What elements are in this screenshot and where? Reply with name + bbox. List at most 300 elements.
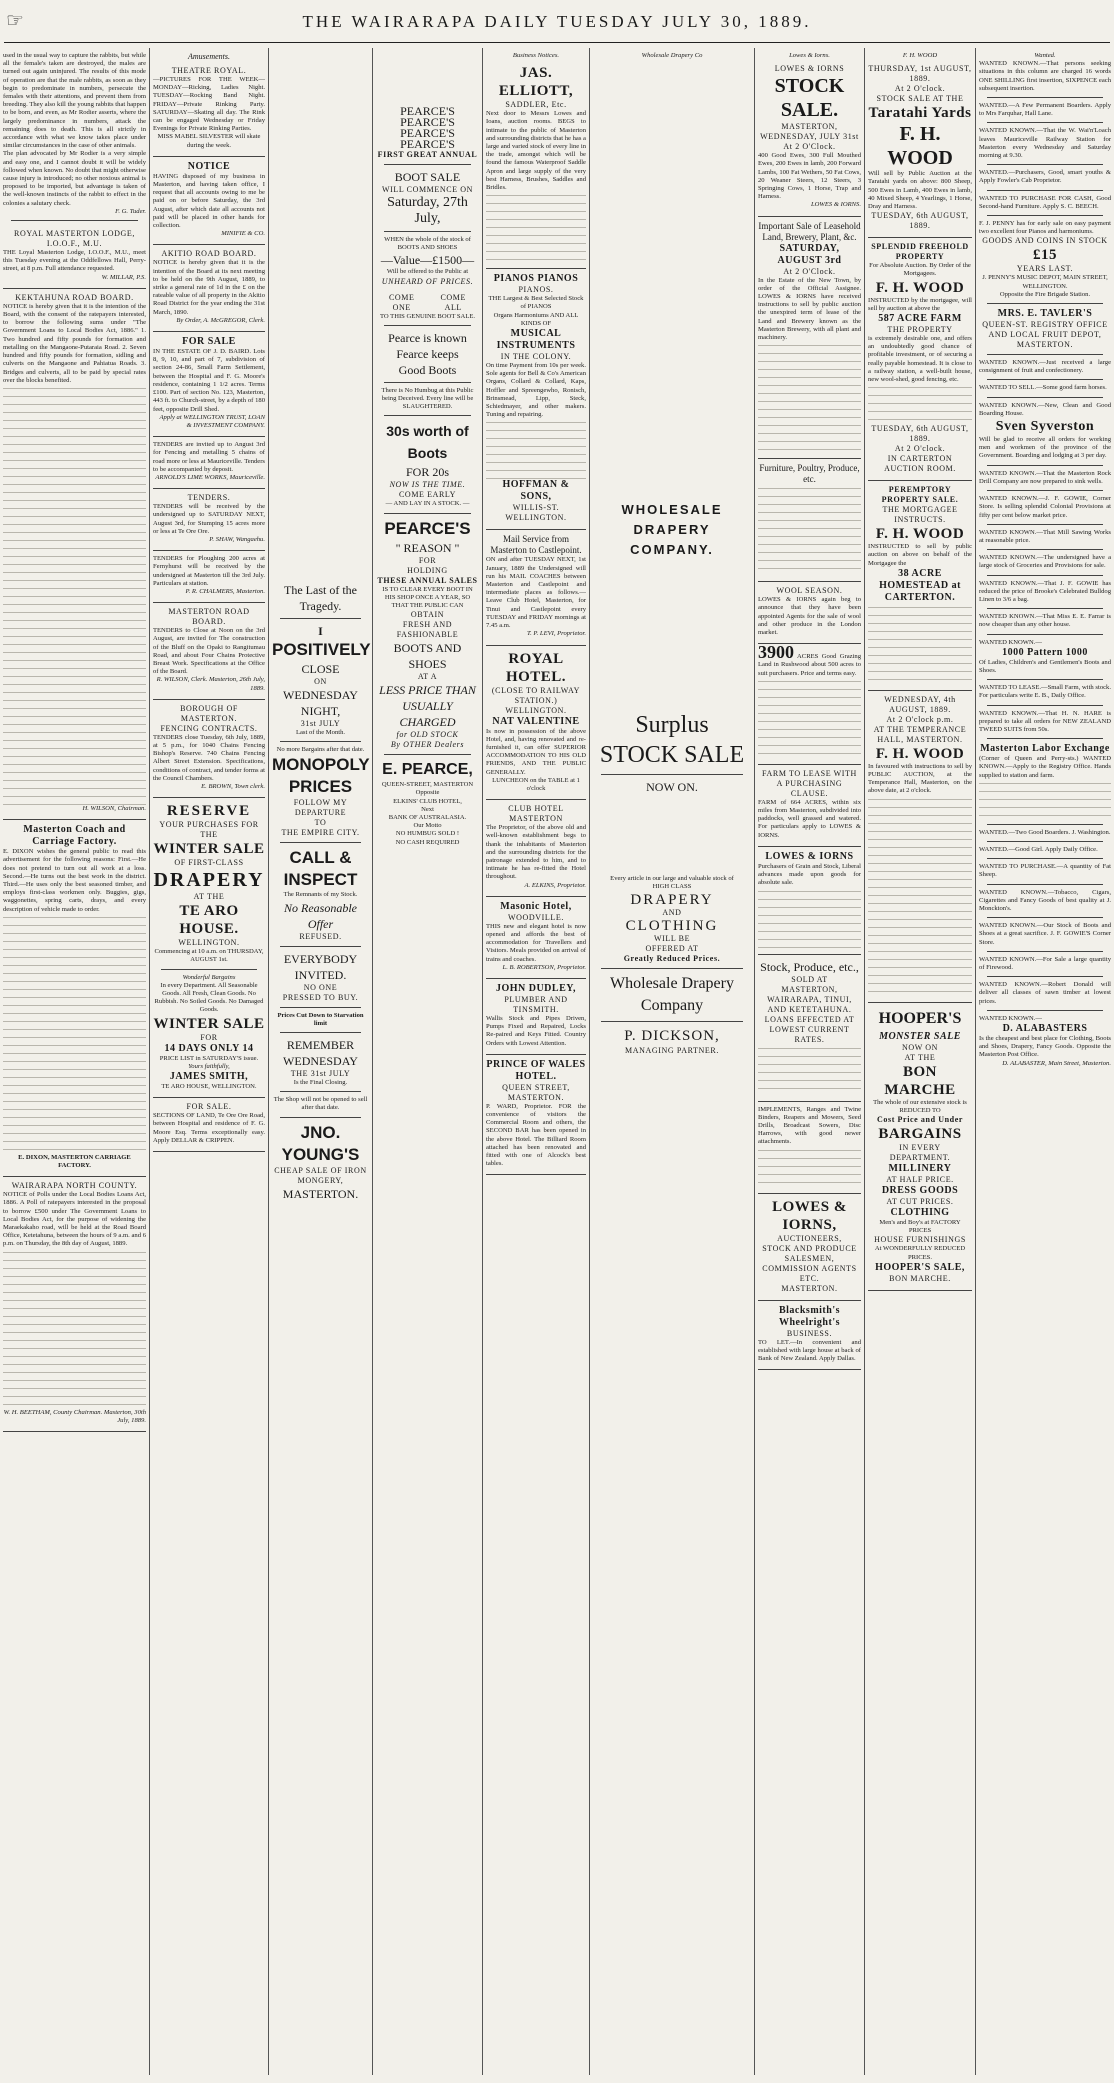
produce-heading: Stock, Produce, etc., xyxy=(760,959,859,974)
amusements-heading: Amusements. xyxy=(188,52,230,61)
boot-sale: BOOT SALE xyxy=(394,170,461,184)
fourteen-days: 14 DAYS ONLY 14 xyxy=(164,1042,254,1054)
young-line: 31st JULY xyxy=(300,719,341,728)
e-pearce: E. PEARCE, xyxy=(382,761,473,779)
produce-places: MASTERTON, WAIRARAPA, TINUI, AND KETETAHUNA. xyxy=(767,984,852,1014)
freehold-sub: For Absolute Auction. By Order of the Mortgagees. xyxy=(869,262,971,278)
farm-body: FARM of 664 ACRES, within six miles from Masterton, subdivided into paddocks, well grassed and watered. For particulars apply to LOWES & IORNS. xyxy=(758,798,861,839)
fh-wood-heading: F. H. WOOD xyxy=(875,745,965,762)
wanted-item: WANTED TO LEASE.—Small Farm, with stock. For particulars write E. B., Daily Office. xyxy=(979,684,1111,700)
pearce-line: FOR 20s xyxy=(405,465,449,480)
pearce-repeat: PEARCE'S xyxy=(400,126,455,140)
tender-signature: P. R. CHALMERS, Masterton. xyxy=(185,587,265,595)
implements-ad xyxy=(758,1102,861,1194)
elliott-heading: JAS. ELLIOTT, xyxy=(498,65,574,100)
pearce-line: Opposite xyxy=(415,789,440,797)
pearce-heading: PEARCE'S xyxy=(384,518,471,538)
pearce-repeat: PEARCE'S xyxy=(400,137,455,151)
text-block xyxy=(758,485,861,575)
fh-wood-heading: F. H. WOOD xyxy=(887,123,953,170)
for-sale-sections xyxy=(153,1098,265,1152)
alabasters: D. ALABASTERS xyxy=(1002,1023,1088,1035)
pearce-line: COME xyxy=(388,292,415,302)
prince-sub: QUEEN STREET, MASTERTON. xyxy=(502,1082,570,1102)
pearce-line: FRESH AND FASHIONABLE xyxy=(396,620,459,640)
hoopers-line: Cost Price and Under xyxy=(877,1115,963,1125)
theatre-note: MISS MABEL SILVESTER will skate during the week. xyxy=(157,133,261,149)
road-board-heading: KEKTAHUNA ROAD BOARD. xyxy=(15,292,134,302)
temperance-body: In favoured with instructions to sell by PUBLIC AUCTION, at the Temperance Hall, Masterton, on the above date, at 2 o'clock. xyxy=(868,762,972,795)
hoffman-address: WILLIS-ST. WELLINGTON. xyxy=(505,503,567,523)
pearce-line: NO CASH REQUIRED xyxy=(395,838,460,846)
masonic-body: THIS new and elegant hotel is now opened and affords the best of accommodation for Travellers and Visitors. Meals provided on arrival of trains and coaches. xyxy=(486,922,586,963)
brewery-heading: Important Sale of Leasehold Land, Brewery, Plant, &c. xyxy=(758,220,861,242)
monopoly: MONOPOLY xyxy=(272,755,370,775)
borough-body: TENDERS close Tuesday, 6th July, 1889, at 5 p.m., for 1040 Chains Fencing Bishop's Reserve. 740 Chains Fencing Albert Street Extension. Specifications, conditions of contract, and tender forms at the Council Chambers. xyxy=(153,733,265,782)
business-notices-heading: Business Notices. xyxy=(512,52,560,59)
wanted-item: WANTED TO PURCHASE FOR CASH, Good Second-hand Furniture. Apply S. C. BEECH. xyxy=(979,194,1111,210)
smith-name: JAMES SMITH, xyxy=(169,1071,249,1083)
pearce-line: Good Boots xyxy=(398,362,457,377)
borough-notice xyxy=(153,700,265,798)
company: Company xyxy=(640,996,704,1014)
article-signature: F. G. Tuder. xyxy=(115,207,146,215)
theatre-heading: THEATRE ROYAL. xyxy=(171,66,247,75)
young-line: I xyxy=(318,624,323,638)
pearce-line: NOW IS THE TIME. xyxy=(389,480,466,490)
te-aro-city: WELLINGTON. xyxy=(178,938,240,948)
wanted-item: WANTED.—A Few Permanent Boarders. Apply to Mrs Farquhar, Hall Lane. xyxy=(979,102,1111,118)
wanted-item: WANTED KNOWN.—New, Clean and Good Boarding House. xyxy=(979,401,1111,417)
brewery-sale-ad xyxy=(758,217,861,460)
reduced-prices: Greatly Reduced Prices. xyxy=(623,953,721,963)
road-board-notice xyxy=(3,289,146,820)
wanted-line: GOODS AND COINS IN STOCK xyxy=(982,236,1108,246)
wanted-item: WANTED TO PURCHASE.—A quantity of Fat Sheep. xyxy=(979,863,1111,879)
stock-sale: STOCK SALE xyxy=(599,742,745,769)
fifteen-pounds: £15 xyxy=(1033,247,1057,264)
wool-heading: WOOL SEASON. xyxy=(776,586,843,596)
pearce-line: UNHEARD OF PRICES. xyxy=(381,276,474,286)
wanted-item: WANTED KNOWN.—That the W. Wai'n'Loach leaves Mauriceville Railway Station for Masterton every Wednesday and Saturday morning at 9.30. xyxy=(979,127,1111,160)
produce-sold: SOLD AT xyxy=(791,974,828,984)
wanted-line: Opposite the Fire Brigade Station. xyxy=(999,290,1091,298)
hoopers-heading: HOOPER'S xyxy=(878,1009,962,1027)
winter-sale-heading: WINTER SALE xyxy=(153,841,265,858)
pianos-line: Organs Harmoniums AND ALL KINDS OF xyxy=(493,311,579,327)
sale-date: MASTERTON, WEDNESDAY, JULY 31st xyxy=(760,122,859,142)
blacksmith-heading: Blacksmith's Wheelright's xyxy=(778,1304,840,1328)
call-and-inspect: CALL & INSPECT xyxy=(283,848,358,890)
and-label: AND xyxy=(662,907,682,917)
text-block xyxy=(486,419,586,479)
notice-heading: NOTICE xyxy=(187,160,231,172)
article-rabbits-2: The plan advocated by Mr Rodier is a very simple and easy one, and I cannot doubt it will be widely followed when known. No doubt that might otherwise cause injury is introduced; no other noxious animal is proposed to be imported, but advantage is taken of the well-known instincts of the rabbit to effect in the colonies a salutary check. xyxy=(3,150,146,207)
for-sale-heading: FOR SALE xyxy=(182,336,236,348)
hoopers-line: AT HALF PRICE. xyxy=(886,1175,954,1185)
text-block xyxy=(868,604,972,684)
wanted-item: WANTED KNOWN.—Our Stock of Boots and Shoes at a great sacrifice. J. F. GOWIE'S Corner Store. xyxy=(979,922,1111,946)
wood-date: TUESDAY, 6th AUGUST, 1889. xyxy=(871,424,969,444)
column-1 xyxy=(0,52,149,2072)
wanted-line: QUEEN-ST. REGISTRY OFFICE xyxy=(982,320,1108,330)
road-board-heading: MASTERTON ROAD BOARD. xyxy=(168,607,250,627)
freehold-body: INSTRUCTED by the mortgagee, will sell by auction at above the xyxy=(868,296,972,312)
hand-pointer-icon: ☞ xyxy=(6,8,24,32)
column-9-wanted xyxy=(976,52,1114,2072)
will-be: WILL BE xyxy=(653,933,691,943)
hoopers-line: The whole of our extensive stock is REDUCED TO xyxy=(873,1098,967,1114)
nat-valentine: NAT VALENTINE xyxy=(492,715,580,727)
coach-heading: Masterton Coach and Carriage Factory. xyxy=(23,824,126,848)
pearce-line: FIRST GREAT ANNUAL xyxy=(377,150,478,159)
tender-body: TENDERS are invited up to Angust 3rd for Fencing and metalling 5 chains of road more or less at Mauriceville. Tenders to be accompanied by deposit. xyxy=(153,441,265,473)
fh-wood-heading: F. H. WOOD xyxy=(875,279,965,296)
county-signature: W. H. BEETHAM, County Chairman. Masterton, 30th July, 1889. xyxy=(3,1408,146,1424)
pianos-line: MUSICAL INSTRUMENTS xyxy=(496,328,576,352)
wanted-line: AND LOCAL FRUIT DEPOT, MASTERTON. xyxy=(988,330,1102,350)
pearce-line: IS TO CLEAR EVERY BOOT IN xyxy=(382,585,473,593)
wanted-item: WANTED KNOWN.—Just received a large consignment of fruit and confectionery. xyxy=(979,359,1111,375)
notice-body: HAVING disposed of my business in Masterton, and having taken office, I request that all accounts owing to me be paid on or before Saturday, the 3rd August, after which date all accounts not paid will be placed in other hands for collection. xyxy=(153,172,265,230)
pearce-line: OBTAIN xyxy=(410,610,445,620)
winter-sale-heading-2: WINTER SALE xyxy=(153,1015,265,1032)
club-heading: CLUB HOTEL MASTERTON xyxy=(508,804,564,824)
column-4-pearce-sale xyxy=(373,52,482,2072)
homestead: 38 ACRE HOMESTEAD at CARTERTON. xyxy=(879,567,961,603)
akitio-body: NOTICE is hereby given that it is the intention of the Board at its next meeting to be held on the 9th August, 1889, to strike a general rate of 1d in the £ on the rateable value of all property in the Akitio Road District for the year ending the 31st March, 1890. xyxy=(153,259,265,316)
young-line: FOLLOW MY DEPARTURE xyxy=(293,798,348,818)
pianos-line: IN THE COLONY. xyxy=(500,352,572,362)
masterton-road-board xyxy=(153,603,265,700)
wanted-item: WANTED.—Good Girl. Apply Daily Office. xyxy=(979,845,1098,853)
borough-signature: E. BROWN, Town clerk. xyxy=(201,783,265,790)
masonic-heading: Masonic Hotel, xyxy=(500,900,572,912)
wanted-item: WANTED KNOWN.—Robert Donald will deliver all classes of sawn timber at lowest prices. xyxy=(979,981,1111,1005)
young-line: REFUSED. xyxy=(299,931,342,941)
county-heading: WAIRARAPA NORTH COUNTY. xyxy=(11,1181,138,1191)
remember: REMEMBER xyxy=(286,1038,355,1053)
text-block xyxy=(3,914,146,1154)
young-line: PRESSED TO BUY. xyxy=(282,992,359,1002)
wool-body: LOWES & IORNS again beg to announce that they have been appointed Agents for the sale of wool and other produce in the London market. xyxy=(758,596,861,637)
wholesale-drapery: Wholesale Drapery xyxy=(610,974,734,992)
wholesale-title: WHOLESALE xyxy=(621,502,723,518)
wanted-item: Will be glad to receive all orders for working men and workmen of the province of the Government. Boarding and lodging at 3 per day. xyxy=(979,436,1111,460)
hoopers-millinery: MILLINERY xyxy=(888,1163,952,1175)
wanted-item: Is the cheapest and best place for Clothing, Boots and Shoes, Drapery, Fancy Goods. Opposite the Masterton Post Office. xyxy=(979,1035,1111,1059)
road-board-signature: R. WILSON, Clerk. Masterton, 26th July, 1889. xyxy=(156,676,265,692)
acres-number: 3900 xyxy=(758,642,794,663)
wanted-item: WANTED KNOWN.— xyxy=(979,638,1042,646)
pearce-line: HOLDING xyxy=(407,565,448,575)
pearce-line: Our Motto xyxy=(413,822,442,830)
young-line: The Remnants of my Stock. xyxy=(283,891,358,899)
hoopers-line: IN EVERY DEPARTMENT. xyxy=(889,1143,951,1163)
brewery-body: In the Estate of the New Town, by order of the Official Assignee. LOWES & IORNS have received instructions to sell by public auction the unexpired term of lease of the Land and Brewery known as the Masterton Brewery, with all plant and machinery. xyxy=(758,276,861,342)
royal-luncheon: LUNCHEON on the TABLE at 1 o'clock xyxy=(492,776,580,792)
pearce-line: — AND LAY IN A STOCK. — xyxy=(385,500,470,508)
stock-sale-ad xyxy=(758,60,861,216)
wholesale-title: DRAPERY xyxy=(633,522,711,538)
dickson: P. DICKSON, xyxy=(624,1027,720,1044)
tenders-notice xyxy=(153,489,265,551)
elliott-body: Next door to Messrs Lowes and Ioans, auction rooms. BEGS to intimate to the public of Masterton and surrounding districts that he has a large and varied stock of every line in the trade, amongst which will be found the famous Waterproof Saddle Apron and large supply of the very best Harness, Brushes, Saddles and Bridles. xyxy=(486,110,586,192)
produce-ad xyxy=(758,955,861,1102)
wanted-item: WANTED KNOWN.—For Sale a large quantity of Firewood. xyxy=(979,955,1111,971)
surplus: Surplus xyxy=(635,712,709,739)
price-list-note: PRICE LIST in SATURDAY'S issue. xyxy=(159,1054,259,1062)
blacksmith-body: TO LET.—In convenient and established with large house at back of Bank of New Zealand. Apply Dallas. xyxy=(758,1338,861,1362)
wanted-item: WANTED TO SELL.—Some good farm horses. xyxy=(979,384,1107,392)
pearce-line: Pearce is known xyxy=(388,330,467,345)
young-line: Tragedy. xyxy=(299,599,342,613)
wanted-item: Of Ladies, Children's and Gentlemen's Boots and Shoes. xyxy=(979,658,1111,674)
club-signature: A. ELKINS, Proprietor. xyxy=(524,881,586,889)
wanted-item: WANTED KNOWN.—That persons seeking situations in this column are charged 16 words ONE SHILLING first insertion, SIXPENCE each subsequent insertion. xyxy=(979,60,1111,92)
blacksmith-ad xyxy=(758,1301,861,1371)
wood-date: TUESDAY, 6th AUGUST, 1889. xyxy=(871,211,969,231)
pearce-line: Will be offered to the Public at xyxy=(386,268,469,276)
text-block xyxy=(758,1147,861,1187)
pianos-sub: PIANOS. xyxy=(518,285,554,295)
tender-signature: P. SHAW, Wangaehu. xyxy=(209,535,265,543)
closing-line: Yours faithfully, xyxy=(188,1062,230,1070)
alabaster-signature: D. ALABASTER, Main Street, Masterton. xyxy=(1002,1059,1111,1067)
auctioneers-heading: LOWES & IORNS, xyxy=(772,1198,847,1233)
wanted-item: WANTED KNOWN.— xyxy=(979,1014,1042,1022)
blacksmith-sub: BUSINESS. xyxy=(786,1328,833,1338)
column-8-fh-wood xyxy=(865,52,975,2072)
mail-service-ad xyxy=(486,530,586,645)
pearce-line: Fearce keeps xyxy=(396,346,459,361)
taratahi-ad xyxy=(868,60,972,238)
grain-body: Purchasers of Grain and Stock, Liberal advances made upon goods for absolute sale. xyxy=(758,862,861,887)
wanted-line: YEARS LAST. xyxy=(1016,264,1074,274)
pearce-line: WILL COMMENCE ON xyxy=(381,185,474,194)
prices: PRICES xyxy=(288,777,353,797)
hoopers-line: NOW ON xyxy=(901,1042,939,1052)
now-on: NOW ON. xyxy=(646,780,698,795)
for-sale-signature: Apply at WELLINGTON TRUST, LOAN & INVESTMENT COMPANY. xyxy=(159,413,265,429)
wanted-item: WANTED KNOWN.—That H. N. HARE is prepared to take all orders for NEW ZEALAND TWEED SUITS from 50s. xyxy=(979,709,1111,733)
masonic-sub: WOODVILLE. xyxy=(508,912,564,922)
royal-heading: ROYAL HOTEL. xyxy=(505,650,567,685)
hoopers-dress: DRESS GOODS xyxy=(881,1185,959,1197)
text-block xyxy=(758,678,861,758)
road-board-body: TENDERS to Close at Noon on the 3rd August, are invited for The construction of the Bluff on the Opaki to Rangitumau Road, and about Four Chains Protective Breast Work. Specifications at the Office of the Board. xyxy=(153,627,265,676)
pearce-line: QUEEN-STREET, MASTERTON xyxy=(381,781,474,789)
dudley-sub: PLUMBER AND TINSMITH. xyxy=(504,994,568,1014)
pearce-line: Next xyxy=(421,805,434,813)
elliott-ad xyxy=(486,60,586,269)
drapery-heading: DRAPERY xyxy=(153,869,265,892)
young-line: Last of the Month. xyxy=(295,729,346,736)
young-line: THE 31st JULY xyxy=(290,1069,351,1079)
wanted-item: WANTED KNOWN.—The undersigned have a large stock of Groceries and Provisions for sale. xyxy=(979,554,1111,570)
pianos-heading: PIANOS PIANOS xyxy=(493,273,579,285)
road-board-signature: H. WILSON, Chairman. xyxy=(82,804,146,812)
wanted-item: WANTED.—Two Good Boarders. J. Washington. xyxy=(979,828,1111,836)
wood-date: THURSDAY, 1st AUGUST, 1889. xyxy=(868,64,972,84)
lodge-notice xyxy=(3,225,146,289)
tender-lime-works xyxy=(153,437,265,489)
smith-address: TE ARO HOUSE, WELLINGTON. xyxy=(161,1083,257,1091)
te-aro-ad xyxy=(153,798,265,1098)
loans: LOANS EFFECTED AT LOWEST CURRENT RATES. xyxy=(764,1014,855,1044)
minifie-notice xyxy=(153,157,265,246)
masthead-title: THE WAIRARAPA DAILY TUESDAY JULY 30, 1889. xyxy=(302,12,812,31)
for-sale-body: IN THE ESTATE OF J. D. BAIRD. Lots 8, 9, 10, and part of 7, subdivision of section 24-86, Small Farm Settlement, between the Hospital and F. G. Moore's residence, containing 1 1/2 acres. Terms £100. Part of section No. 123, Masterton, 443 ft. to Church-street, by a depth of 180 feet, opposite Drill Shed. xyxy=(153,348,265,413)
brewery-date: SATURDAY, AUGUST 3rd xyxy=(777,242,842,266)
reserve-of: OF FIRST-CLASS xyxy=(174,858,244,868)
pearce-line: FOR xyxy=(418,555,437,565)
notice-signature: MINIFIE & CO. xyxy=(221,230,265,238)
for-sale-heading: FOR SALE. xyxy=(186,1102,232,1112)
reserve-sub: YOUR PURCHASES FOR THE xyxy=(159,820,259,840)
everybody-invited: EVERYBODY INVITED. xyxy=(283,951,358,982)
hoopers-bargains: BARGAINS xyxy=(878,1126,962,1143)
auctioneers-line: STOCK AND PRODUCE xyxy=(762,1243,857,1253)
tender-body: TENDERS will be received by the undersigned up to SATURDAY NEXT, August 3rd, for Stumping 15 acres more or less at Te Ore Ore. xyxy=(153,503,265,535)
prince-of-wales-ad xyxy=(486,1055,586,1176)
young-line: CHEAP SALE OF IRON xyxy=(274,1165,367,1175)
club-hotel-ad xyxy=(486,800,586,897)
pearce-line: There is No Humbug at this Public being Deceived. Every line will be SLAUGHTERED. xyxy=(381,386,474,411)
text-block xyxy=(758,888,861,948)
borough-subheading: FENCING CONTRACTS. xyxy=(160,723,258,733)
pearce-line: NO HUMBUG SOLD ! xyxy=(395,830,460,838)
elliott-sub: SADDLER, Etc. xyxy=(505,100,567,110)
column-6-wholesale-drapery xyxy=(590,52,754,2072)
text-block xyxy=(3,1249,146,1409)
column-2 xyxy=(150,52,268,2072)
masonic-signature: L. B. ROBERTSON, Proprietor. xyxy=(502,963,586,971)
lodge-signature: W. MILLAR, P.S. xyxy=(101,273,146,281)
offered-at: OFFERED AT xyxy=(645,943,699,953)
peremptory-sub: THE MORTGAGEE INSTRUCTS. xyxy=(882,505,958,525)
for-label: FOR xyxy=(200,1032,218,1042)
wood-time: At 2 O'clock p.m. xyxy=(886,714,954,724)
wood-line: AT THE TEMPERANCE HALL, MASTERTON. xyxy=(873,724,967,744)
pearce-line: TO THIS GENUINE BOOT SALE. xyxy=(379,312,476,320)
pearce-line: USUALLY CHARGED xyxy=(399,699,456,730)
clothing: CLOTHING xyxy=(625,917,719,934)
acres-body: ACRES Good Grazing Land in Rushwood about 500 acres to suit purchasers. Price and terms easy. xyxy=(758,653,861,677)
county-notice xyxy=(3,1177,146,1432)
no-reasonable-offer: No Reasonable Offer xyxy=(284,900,357,931)
wholesale-title: COMPANY. xyxy=(630,542,714,558)
pearce-line: WHEN the whole of the stock of BOOTS AND SHOES xyxy=(384,236,471,252)
prince-body: P. WARD, Proprietor. FOR the convenience of visitors the Commercial Room and others, the SECOND BAR has been opened in the above Hotel. The Billiard Room attached has been renovated and fitted with one of Alcock's best tables. xyxy=(486,1102,586,1168)
freehold-ad xyxy=(868,238,972,481)
pearce-line: " REASON " xyxy=(395,540,460,555)
column-3-young-sale xyxy=(269,52,372,2072)
positively: POSITIVELY xyxy=(272,640,371,659)
brewery-time: At 2 O'Clock. xyxy=(783,266,836,276)
masonic-hotel-ad xyxy=(486,897,586,979)
bargains-body: In every Department. All Seasonable Goods. All Fresh, Clean Goods. No Rubbish. No Soiled Goods. No Damaged Goods. xyxy=(154,981,264,1014)
text-block xyxy=(758,342,861,452)
stock-signature: LOWES & IORNS. xyxy=(810,201,861,209)
monster-sale: MONSTER SALE xyxy=(879,1030,961,1042)
lodge-heading: ROYAL MASTERTON LODGE, I.O.O.F., M.U. xyxy=(14,229,135,249)
akitio-notice xyxy=(153,245,265,332)
tender-ploughing xyxy=(153,551,265,603)
labor-exchange: Masterton Labor Exchange xyxy=(980,743,1110,755)
text-block xyxy=(758,1045,861,1095)
wanted-item: WANTED KNOWN.—That the Masterton Rock Drill Company are now prepared to sink wells. xyxy=(979,469,1111,485)
tavler-heading: MRS. E. TAVLER'S xyxy=(997,308,1093,320)
text-block xyxy=(979,780,1111,820)
hoopers-sale: HOOPER'S SALE, xyxy=(875,1261,965,1273)
lowes-column-heading: Lowes & Iorns. xyxy=(789,52,830,59)
prince-heading: PRINCE OF WALES HOTEL. xyxy=(486,1058,586,1082)
column-5-business xyxy=(483,52,589,2072)
stock-value: —Value—£1500— xyxy=(380,253,475,268)
farm-heading: FARM TO LEASE WITH A PURCHASING CLAUSE. xyxy=(762,768,857,798)
young-line: NO ONE xyxy=(303,982,338,992)
every-article: Every article in our large and valuable stock of HIGH CLASS xyxy=(610,875,734,891)
pearce-repeat: PEARCE'S xyxy=(400,115,455,129)
te-aro-heading: TE ARO HOUSE. xyxy=(179,903,239,938)
hoopers-line: AT THE xyxy=(904,1052,936,1062)
managing-partner: MANAGING PARTNER. xyxy=(625,1045,719,1055)
pearce-line: THESE ANNUAL SALES xyxy=(377,575,478,585)
wood-column-heading: F. H. WOOD xyxy=(902,52,938,59)
text-block xyxy=(868,384,972,424)
pianos-line: THE Largest & Best Selected Stock of PIANOS xyxy=(488,295,584,311)
mail-body: ON and after TUESDAY NEXT, 1st January, 1889 the Undersigned will run his MAIL COACHES between Masterton and Castlepoint and intermediate places as follows.— Leave Club Hotel, Masterton, for Tinui and Castlepoint every TUESDAY and FRIDAY mornings at 7.45 a.m. xyxy=(486,556,586,630)
masthead xyxy=(0,0,1114,44)
acre-farm: 587 ACRE FARM xyxy=(878,313,962,325)
wool-season-ad xyxy=(758,582,861,644)
lodge-body: THE Loyal Masterton Lodge, I.O.O.F., M.U., meet this Tuesday evening at the Oddfellows Hall, Perry-street, at 8 p.m. Full attendance requested. xyxy=(3,249,146,273)
reserve-at: AT THE xyxy=(193,892,225,902)
young-line: CLOSE xyxy=(301,662,340,676)
implements-body: IMPLEMENTS, Ranges and Twine Binders, Reapers and Mowers, Seed Drills, Broadcast Sowers, Disc Harrows, with good newer attachments. xyxy=(758,1105,861,1146)
royal-body: Is now in possession of the above Hotel, and, having renovated and re-furnished it, can offer SUPERIOR ACCOMMODATION TO HIS OLD FRIENDS, AND THE PUBLIC GENERALLY. xyxy=(486,727,586,776)
sale-time: At 2 O'Clock. xyxy=(783,142,836,152)
acres-ad xyxy=(758,644,861,765)
wood-line: STOCK SALE AT THE xyxy=(876,94,964,104)
property-heading: THE PROPERTY xyxy=(887,325,953,335)
column-7-lowes-iorns xyxy=(755,52,864,2072)
pearce-line: BANK OF AUSTRALASIA. xyxy=(388,814,467,822)
peremptory-heading: PEREMPTORY PROPERTY SALE. xyxy=(881,485,959,505)
pearce-repeat: PEARCE'S xyxy=(400,104,455,118)
wanted-item: (Corner of Queen and Perry-sts.) WANTED KNOWN.—Apply to the Registry Office. Hands supplied to station and farm. xyxy=(979,755,1111,779)
farm-lease-ad xyxy=(758,765,861,847)
text-block xyxy=(3,385,146,805)
wholesale-column-heading: Wholesale Drapery Co xyxy=(641,52,703,59)
young-line: The Last of the xyxy=(284,583,357,597)
wanted-item: WANTED KNOWN.—Tobacco, Cigars, Cigarettes and Fancy Goods of best quality at J. Monckton's. xyxy=(979,888,1111,912)
wood-time: At 2 O'clock. xyxy=(894,444,946,454)
young-line: WEDNESDAY xyxy=(283,1054,358,1069)
wanted-item: F. J. PENNY has for early sale on easy payment two excellent four Pianos and harmoniums. xyxy=(979,220,1111,236)
young-line: Is the Final Closing. xyxy=(293,1079,348,1087)
tender-body: TENDERS for Ploughing 200 acres at Fernyhurst will be received by the undersigned at Masterton till the 3rd July. Particulars at station. xyxy=(153,555,265,587)
wanted-item: WANTED KNOWN.—That J. F. GOWIE has reduced the price of Brooke's Celebrated Bulldog Linen to 3/6 a bag. xyxy=(979,579,1111,603)
auctioneers-ad xyxy=(758,1194,861,1301)
theatre-body: —PICTURES FOR THE WEEK— MONDAY—Ricking, Ladies Night. TUESDAY—Rocking Band Night. FRIDAY—Private Rinking Party. SATURDAY—Skating all day. The Rink can be engaged Wednesday or Friday Evenings for Private Rinking Parties. xyxy=(153,76,265,133)
hoopers-line: Men's and Boy's at FACTORY PRICES xyxy=(879,1219,961,1235)
young-line: Prices Cut Down to Starvation limit xyxy=(277,1011,364,1027)
hoopers-clothing: CLOTHING xyxy=(890,1207,950,1219)
young-line: MASTERTON. xyxy=(282,1186,359,1201)
drapery: DRAPERY xyxy=(630,891,714,908)
